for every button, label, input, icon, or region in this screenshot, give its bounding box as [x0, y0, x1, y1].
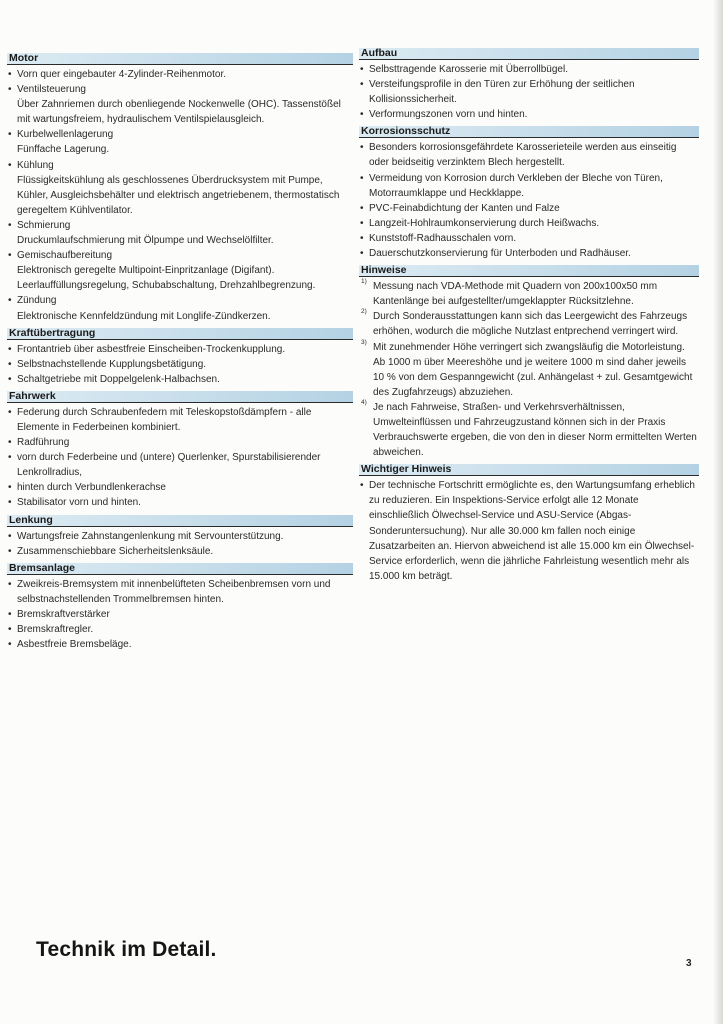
section-items: [7, 65, 353, 325]
bullet-icon: •: [8, 406, 12, 418]
bullet-icon: •: [8, 343, 12, 355]
section-header: Fahrwerk: [7, 391, 353, 403]
bullet-icon: •: [8, 639, 12, 651]
item-text: Selbstnachstellende Kupplungsbetätigung.: [17, 358, 207, 370]
footnote-marker: 2): [361, 308, 367, 316]
item-text: Zusammenschiebbare Sicherheitslenksäule.: [17, 545, 214, 557]
list-item: [359, 246, 699, 261]
footnote: [359, 279, 699, 309]
item-text: Dauerschutzkonservierung für Unterboden und Radhäuser.: [369, 248, 631, 260]
list-item: [359, 107, 699, 122]
list-item: [7, 529, 353, 544]
section-items: [359, 60, 699, 123]
bullet-icon: •: [360, 142, 364, 154]
item-text: Radführung: [17, 437, 70, 449]
bullet-icon: •: [360, 64, 364, 75]
item-text: Besonders korrosionsgefährdete Karosserieteile werden aus einseitig oder beidseitig verzinktem Blech hergestellt.: [369, 142, 677, 169]
item-text: Vermeidung von Korrosion durch Verkleben der Bleche von Türen, Motorraumklappe und Heckklappe.: [369, 172, 663, 199]
section-header: Korrosionsschutz: [359, 126, 699, 138]
bullet-icon: •: [360, 248, 364, 260]
section-aufbau: [359, 48, 699, 123]
page-edge-shadow: [713, 0, 723, 1024]
list-item: [7, 450, 353, 480]
section-items: [359, 476, 699, 585]
list-item: [359, 231, 699, 246]
footnote-text: Je nach Fahrweise, Straßen- und Verkehrsverhältnissen, Umwelteinflüssen und Fahrzeugzustand können sich in der Praxis Verbrauchswerte ergeben, die von den in dieser Norm ermittelten Werten abweichen.: [373, 401, 697, 459]
section-kraftuebertragung: [7, 328, 353, 388]
list-item: [7, 405, 353, 435]
item-text: Langzeit-Hohlraumkonservierung durch Heißwachs.: [369, 217, 600, 229]
list-item: [359, 478, 699, 584]
item-text: hinten durch Verbundlenkerachse: [17, 482, 166, 494]
item-title: Schmierung: [17, 219, 71, 231]
section-items: [7, 527, 353, 560]
bullet-icon: •: [8, 295, 12, 307]
list-item: [359, 62, 699, 77]
item-text: Bremskraftregler.: [17, 624, 94, 635]
item-text: Wartungsfreie Zahnstangenlenkung mit Servounterstützung.: [17, 530, 284, 542]
list-item: [359, 77, 699, 107]
list-item: [7, 127, 353, 157]
section-header: Wichtiger Hinweis: [359, 464, 699, 476]
section-hinweise: [359, 265, 699, 461]
footnote-marker: 3): [361, 338, 367, 346]
bullet-icon: •: [8, 159, 12, 171]
bullet-icon: •: [360, 79, 364, 91]
section-header: Hinweise: [359, 265, 699, 277]
item-text: Federung durch Schraubenfedern mit Teleskopstoßdämpfern - alle Elemente in Federbeinen kombiniert.: [17, 406, 312, 433]
section-items: [7, 403, 353, 512]
list-item: [7, 67, 353, 82]
bullet-icon: •: [8, 545, 12, 557]
bullet-icon: •: [8, 497, 12, 509]
bullet-icon: •: [8, 578, 12, 590]
list-item: [7, 293, 353, 323]
list-item: [7, 577, 353, 607]
item-title: Kurbelwellenlagerung: [17, 129, 114, 141]
list-item: [7, 248, 353, 293]
bullet-icon: •: [8, 84, 12, 96]
item-description: Druckumlaufschmierung mit Ölpumpe und Wechselölfilter.: [17, 235, 274, 247]
bullet-icon: •: [360, 480, 364, 492]
item-text: Bremskraftverstärker: [17, 608, 110, 620]
item-title: Gemischaufbereitung: [17, 250, 113, 262]
section-header: Lenkung: [7, 515, 353, 527]
item-text: Asbestfreie Bremsbeläge.: [17, 639, 132, 651]
item-text: Kunststoff-Radhausschalen vorn.: [369, 232, 517, 244]
bullet-icon: •: [8, 530, 12, 542]
section-header: Bremsanlage: [7, 563, 353, 575]
right-column: [359, 46, 699, 585]
section-lenkung: [7, 515, 353, 560]
item-description: Fünffache Lagerung.: [17, 144, 110, 156]
section-header: Motor: [7, 53, 353, 65]
bullet-icon: •: [360, 109, 364, 121]
item-title: Zündung: [17, 295, 57, 307]
bullet-icon: •: [8, 129, 12, 141]
item-description: Elektronische Kennfeldzündung mit Longlife-Zündkerzen.: [17, 310, 271, 322]
list-item: [7, 342, 353, 357]
bullet-icon: •: [8, 482, 12, 494]
section-motor: [7, 53, 353, 325]
section-items: [7, 575, 353, 653]
bullet-icon: •: [8, 373, 12, 385]
bullet-icon: •: [8, 437, 12, 449]
list-item: [7, 158, 353, 218]
list-item: [359, 140, 699, 170]
bullet-icon: •: [8, 358, 12, 370]
left-column: [7, 46, 353, 653]
footnote: [359, 400, 699, 460]
section-items: [359, 277, 699, 461]
bullet-icon: •: [8, 250, 12, 262]
list-item: [7, 372, 353, 387]
item-description: Flüssigkeitskühlung als geschlossenes Überdrucksystem mit Pumpe, Kühler, Ausgleichsbehälter und elektrisch angetriebenem, thermostatisch geregeltem Kühlventilator.: [17, 174, 340, 216]
bullet-icon: •: [8, 219, 12, 231]
footnote: [359, 309, 699, 339]
list-item: [7, 480, 353, 495]
bullet-icon: •: [8, 624, 12, 635]
item-text: Frontantrieb über asbestfreie Einscheiben-Trockenkupplung.: [17, 343, 286, 355]
footnote-text: Messung nach VDA-Methode mit Quadern von 200x100x50 mm Kantenlänge bei aufgestellter/umgeklappter Rücksitzlehne.: [373, 281, 658, 308]
footnote-text: Durch Sonderausstattungen kann sich das Leergewicht des Fahrzeugs erhöhen, wodurch die mögliche Nutzlast entprechend verringert wird.: [373, 311, 688, 338]
section-items: [7, 340, 353, 388]
list-item: [7, 544, 353, 559]
bullet-icon: •: [8, 69, 12, 80]
item-text: PVC-Feinabdichtung der Kanten und Falze: [369, 202, 560, 214]
item-text: vorn durch Federbeine und (untere) Querlenker, Spurstabilisierender Lenkrollradius,: [17, 452, 321, 479]
list-item: [359, 216, 699, 231]
section-fahrwerk: [7, 391, 353, 512]
item-description: Elektronisch geregelte Multipoint-Einpritzanlage (Digifant). Leerlauffüllungsregelung, Schubabschaltung, Drehzahlbegrenzung.: [17, 265, 316, 292]
item-text: Zweikreis-Bremsystem mit innenbelüfteten Scheibenbremsen vorn und selbstnachstellenden Trommelbremsen hinten.: [17, 578, 331, 605]
list-item: [7, 495, 353, 510]
footnote-marker: 4): [361, 398, 367, 406]
bullet-icon: •: [360, 232, 364, 244]
section-korrosionsschutz: [359, 126, 699, 262]
page-number: 3: [686, 958, 692, 969]
list-item: [359, 201, 699, 216]
list-item: [7, 637, 353, 652]
item-text: Versteifungsprofile in den Türen zur Erhöhung der seitlichen Kollisionssicherheit.: [369, 79, 635, 106]
item-title: Kühlung: [17, 159, 54, 171]
section-header: Kraftübertragung: [7, 328, 353, 340]
list-item: [7, 218, 353, 248]
bullet-icon: •: [360, 217, 364, 229]
section-header: Aufbau: [359, 48, 699, 60]
list-item: [7, 622, 353, 637]
footnote-text: Mit zunehmender Höhe verringert sich zwangsläufig die Motorleistung. Ab 1000 m über Meereshöhe und je weitere 1000 m sind daher jeweils 10 % von dem Gespanngewicht (zul. Anhängelast + zul. Gesamtgewicht des Zugfahrzeugs) abzuziehen.: [373, 341, 693, 398]
footnote-marker: 1): [361, 278, 367, 286]
item-text: Vorn quer eingebauter 4-Zylinder-Reihenmotor.: [17, 69, 227, 80]
item-text: Stabilisator vorn und hinten.: [17, 497, 141, 509]
section-wichtiger-hinweis: [359, 464, 699, 585]
bullet-icon: •: [360, 202, 364, 214]
section-items: [359, 138, 699, 262]
list-item: [7, 82, 353, 127]
bullet-icon: •: [360, 172, 364, 184]
section-bremsanlage: [7, 563, 353, 653]
item-text: Der technische Fortschritt ermöglichte es, den Wartungsumfang erheblich zu reduzieren. Ein Inspektions-Service erfolgt alle 12 Monate einschließlich Ölwechsel-Service und ASU-Service (Abgas-Sonderuntersuchung). Nur alle 30.000 km fallen noch einige Zusatzarbeiten an. Hiervon abweichend ist alle 15.000 km ein Ölwechsel-Service erforderlich, wenn die jährliche Fahrleistung wesentlich mehr als 15.000 km beträgt.: [369, 480, 695, 582]
item-text: Selbsttragende Karosserie mit Überrollbügel.: [369, 64, 568, 75]
item-text: Verformungszonen vorn und hinten.: [369, 109, 528, 121]
bullet-icon: •: [8, 608, 12, 620]
list-item: [7, 607, 353, 622]
list-item: [7, 435, 353, 450]
page-heading: Technik im Detail.: [36, 938, 217, 961]
item-description: Über Zahnriemen durch obenliegende Nockenwelle (OHC). Tassenstößel mit wartungsfreiem, hydraulischem Ventilspielausgleich.: [17, 99, 341, 126]
item-title: Ventilsteuerung: [17, 84, 86, 96]
item-text: Schaltgetriebe mit Doppelgelenk-Halbachsen.: [17, 373, 220, 385]
list-item: [359, 171, 699, 201]
list-item: [7, 357, 353, 372]
bullet-icon: •: [8, 452, 12, 464]
footnote: [359, 340, 699, 400]
